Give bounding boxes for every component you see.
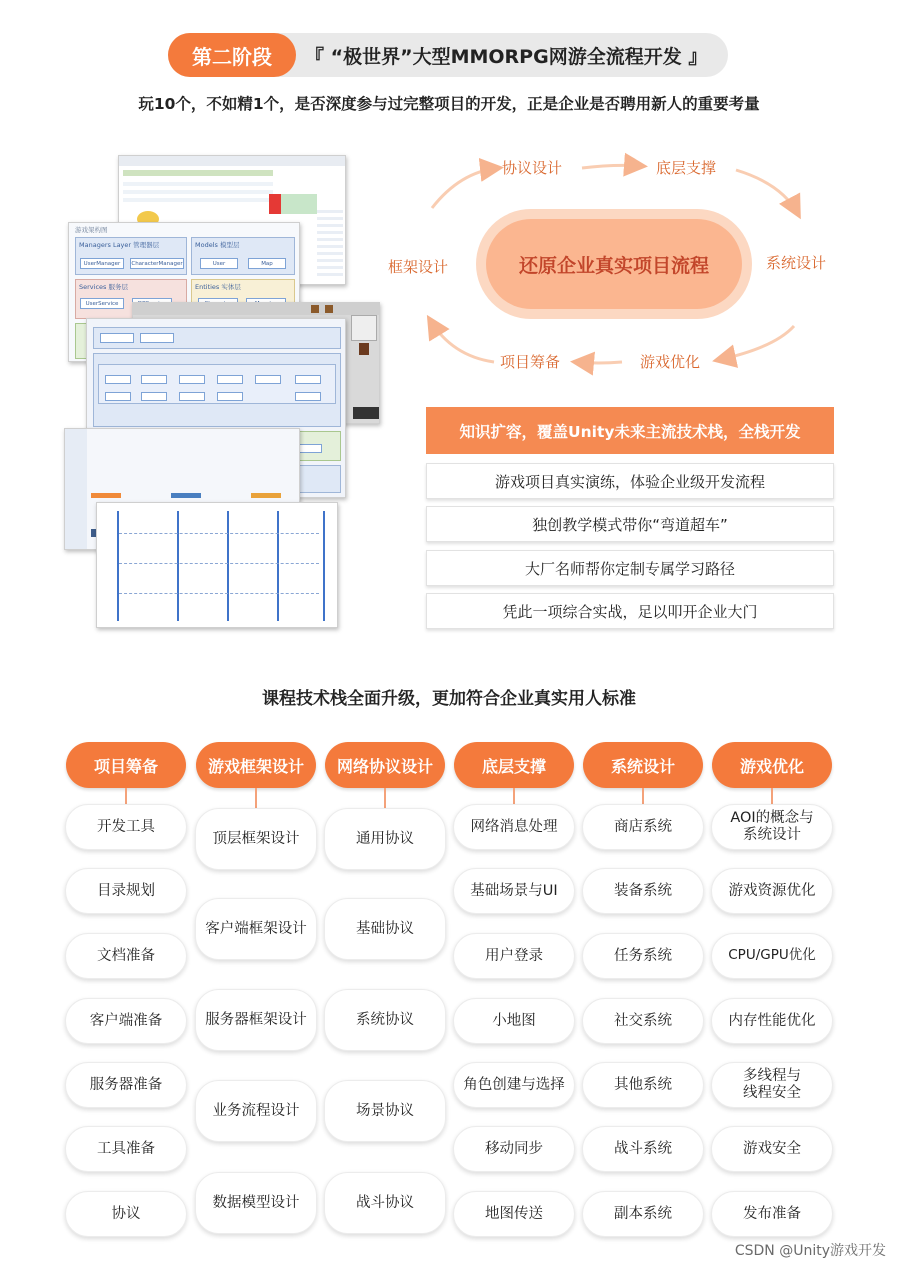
column-head-prepare: 项目筹备	[66, 742, 186, 788]
column-item: 基础场景与UI	[453, 868, 575, 914]
cycle-label-framework: 框架设计	[388, 258, 449, 276]
column-head-protocol: 网络协议设计	[325, 742, 445, 788]
column-head-framework: 游戏框架设计	[196, 742, 316, 788]
feature-item: 大厂名师帮你定制专属学习路径	[426, 550, 834, 586]
column-item: 客户端框架设计	[195, 898, 317, 960]
column-connector	[513, 788, 515, 804]
column-item: 小地图	[453, 998, 575, 1044]
column-item: 客户端准备	[65, 998, 187, 1044]
column-item: CPU/GPU优化	[711, 933, 833, 979]
services-layer-label: Services 服务层	[79, 283, 128, 291]
column-item: 系统协议	[324, 989, 446, 1051]
column-item: 数据模型设计	[195, 1172, 317, 1234]
column-item: 战斗协议	[324, 1172, 446, 1234]
column-item: 内存性能优化	[711, 998, 833, 1044]
column-connector	[771, 788, 773, 804]
column-item: 工具准备	[65, 1126, 187, 1172]
stage-badge: 第二阶段	[168, 33, 296, 77]
cycle-label-optimize: 游戏优化	[640, 353, 701, 371]
column-connector	[255, 788, 257, 808]
column-item: 多线程与 线程安全	[711, 1062, 833, 1108]
cycle-label-protocol: 协议设计	[502, 159, 563, 177]
entities-layer-label: Entities 实体层	[195, 283, 241, 291]
column-item: 商店系统	[582, 804, 704, 850]
architecture-screenshot: 游戏架构图 Managers Layer 管理器层 UserManager CharacterManager Models 模型层 User Map Services 服务层 UserService Entities 实体层	[68, 222, 300, 362]
column-item: 开发工具	[65, 804, 187, 850]
feature-item: 凭此一项综合实战，足以叩开企业大门	[426, 593, 834, 629]
column-item: 服务器框架设计	[195, 989, 317, 1051]
page-subtitle: 玩10个，不如精1个，是否深度参与过完整项目的开发，正是企业是否聘用新人的重要考量	[138, 95, 760, 113]
column-item: 游戏安全	[711, 1126, 833, 1172]
column-connector	[642, 788, 644, 804]
column-item: 战斗系统	[582, 1126, 704, 1172]
character-manager-box: CharacterManager	[130, 258, 184, 269]
feature-main: 知识扩容，覆盖Unity未来主流技术栈，全栈开发	[426, 407, 834, 454]
models-layer-label: Models 模型层	[195, 241, 240, 249]
column-item: 通用协议	[324, 808, 446, 870]
column-item: 顶层框架设计	[195, 808, 317, 870]
cycle-label-system: 系统设计	[766, 254, 827, 272]
column-item: 任务系统	[582, 933, 704, 979]
column-item: 社交系统	[582, 998, 704, 1044]
cycle-center: 还原企业真实项目流程	[486, 219, 742, 309]
feature-item: 游戏项目真实演练，体验企业级开发流程	[426, 463, 834, 499]
column-connector	[384, 788, 386, 808]
feature-item: 独创教学模式带你“弯道超车”	[426, 506, 834, 542]
sequence-diagram-screenshot	[96, 502, 338, 628]
column-item: 目录规划	[65, 868, 187, 914]
column-item: 网络消息处理	[453, 804, 575, 850]
column-item: 移动同步	[453, 1126, 575, 1172]
column-head-system: 系统设计	[583, 742, 703, 788]
column-item: 角色创建与选择	[453, 1062, 575, 1108]
column-connector	[125, 788, 127, 804]
column-item: 文档准备	[65, 933, 187, 979]
watermark: CSDN @Unity游戏开发	[734, 1243, 886, 1259]
map-model-box: Map	[248, 258, 286, 269]
user-service-box: UserService	[80, 298, 124, 309]
column-item: 游戏资源优化	[711, 868, 833, 914]
column-item: AOI的概念与 系统设计	[711, 804, 833, 850]
column-head-optimize: 游戏优化	[712, 742, 832, 788]
screenshot-collage	[60, 150, 390, 630]
column-item: 业务流程设计	[195, 1080, 317, 1142]
section-title: 课程技术栈全面升级，更加符合企业真实用人标准	[262, 689, 636, 709]
cycle-label-infra: 底层支撑	[656, 159, 717, 177]
managers-layer-label: Managers Layer 管理器层	[79, 241, 160, 249]
column-item: 地图传送	[453, 1191, 575, 1237]
cycle-label-prepare: 项目筹备	[500, 353, 561, 371]
user-model-box: User	[200, 258, 238, 269]
page-title: 『 “极世界”大型MMORPG网游全流程开发 』	[305, 45, 708, 68]
column-item: 场景协议	[324, 1080, 446, 1142]
column-item: 用户登录	[453, 933, 575, 979]
column-item: 基础协议	[324, 898, 446, 960]
column-item: 发布准备	[711, 1191, 833, 1237]
column-item: 服务器准备	[65, 1062, 187, 1108]
column-head-infra: 底层支撑	[454, 742, 574, 788]
user-manager-box: UserManager	[80, 258, 124, 269]
column-item: 装备系统	[582, 868, 704, 914]
column-item: 副本系统	[582, 1191, 704, 1237]
column-item: 其他系统	[582, 1062, 704, 1108]
column-item: 协议	[65, 1191, 187, 1237]
